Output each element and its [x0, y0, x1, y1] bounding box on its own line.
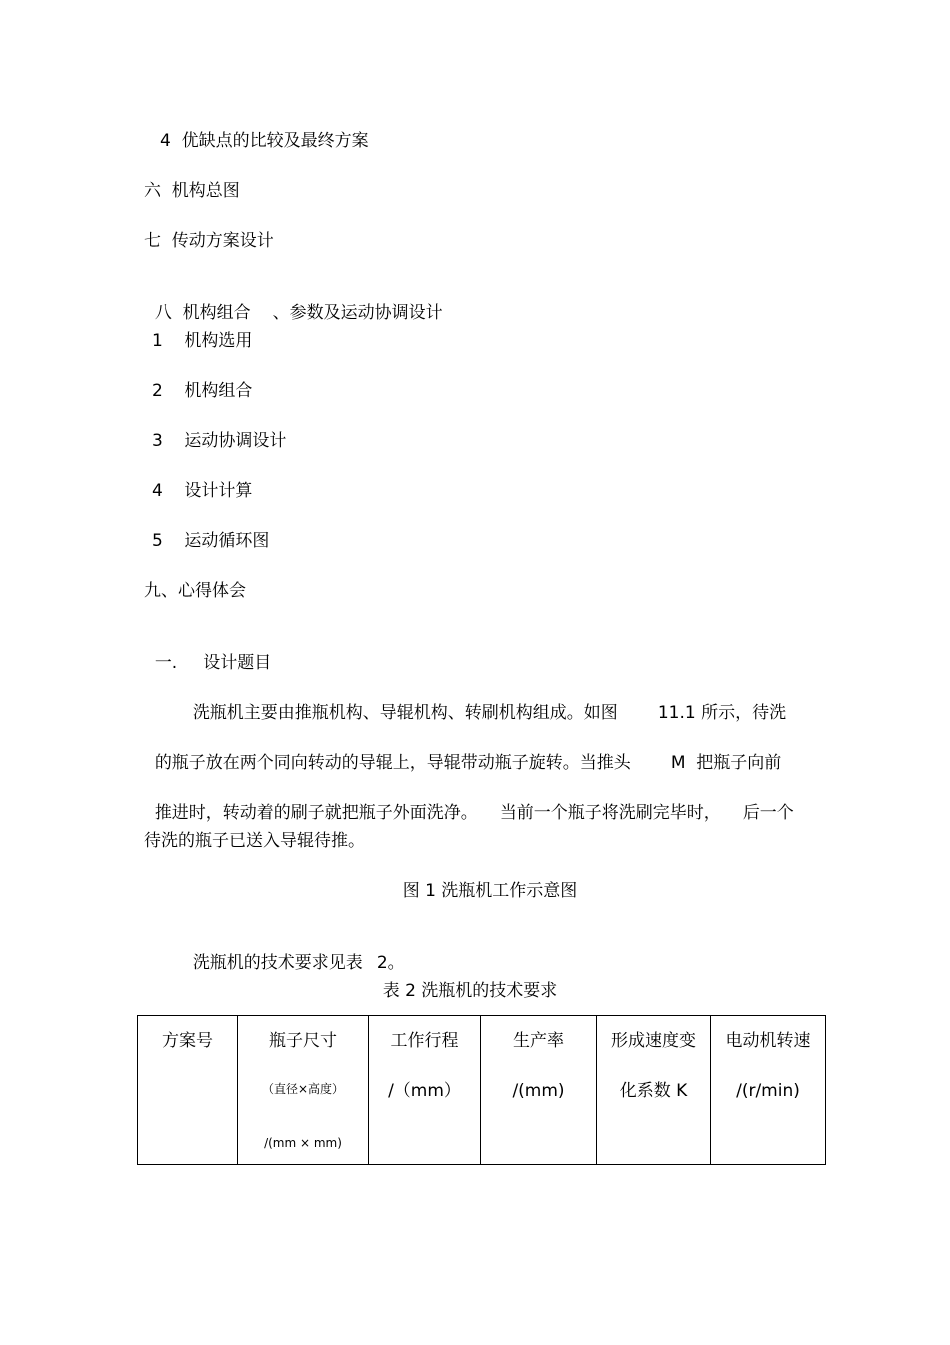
header-bottle-size-line-3: /(mm × mm): [264, 1136, 342, 1150]
toc-section-6: 六 机构总图: [144, 181, 240, 201]
toc-item-4: 4 优缺点的比较及最终方案: [160, 131, 369, 151]
toc-section-7: 七 传动方案设计: [144, 231, 274, 251]
header-motor-speed-line-2: /(r/min): [736, 1081, 800, 1101]
toc-section-8: [144, 280, 443, 324]
toc-sub-4: 4 设计计算: [152, 481, 253, 501]
paragraph-line-4: 待洗的瓶子已送入导辊待推。: [144, 831, 365, 851]
header-bottle-size-line-2: （直径×高度）: [261, 1082, 345, 1096]
table-reference: [182, 930, 405, 974]
table-caption: 表 2 洗瓶机的技术要求: [382, 981, 558, 1001]
table-header-cell-productivity: [481, 1016, 597, 1165]
paragraph-line-2-b: M 把瓶子向前: [670, 753, 782, 773]
table-header-cell-speed-ratio: [597, 1016, 711, 1165]
table-header-cell-stroke: [369, 1016, 481, 1165]
section-1-heading: [144, 630, 271, 674]
section-1-title: 设计题目: [203, 653, 272, 673]
toc-section-8-part-b: 、参数及运动协调设计: [272, 303, 443, 323]
figure-caption: 图 1 洗瓶机工作示意图: [402, 881, 578, 901]
paragraph-line-3-b: 当前一个瓶子将洗刷完毕时，: [499, 803, 721, 823]
header-motor-speed-line-1: 电动机转速: [725, 1031, 811, 1051]
header-stroke-line-1: 工作行程: [390, 1031, 459, 1051]
paragraph-line-3-c: 后一个: [742, 803, 794, 823]
paragraph-line-2: [144, 730, 781, 774]
header-productivity-line-2: /(mm): [512, 1081, 565, 1101]
toc-sub-2: 2 机构组合: [152, 381, 253, 401]
header-stroke-line-2: /（mm）: [388, 1081, 461, 1101]
toc-sub-5: 5 运动循环图: [152, 531, 270, 551]
header-speed-ratio-line-2: 化系数 K: [619, 1081, 688, 1101]
table-reference-b: 2。: [376, 953, 405, 973]
table-header-row: [138, 1016, 826, 1165]
header-scheme-line-1: 方案号: [162, 1031, 213, 1051]
section-1-number: 一.: [154, 653, 178, 673]
toc-sub-3: 3 运动协调设计: [152, 431, 287, 451]
paragraph-line-1-a: 洗瓶机主要由推瓶机构、导辊机构、转刷机构组成。如图: [192, 703, 618, 723]
header-bottle-size-line-1: 瓶子尺寸: [269, 1031, 337, 1051]
table-reference-a: 洗瓶机的技术要求见表: [192, 953, 363, 973]
paragraph-line-3-a: 推进时，转动着的刷子就把瓶子外面洗净。: [154, 803, 478, 823]
paragraph-line-3: [144, 780, 794, 824]
paragraph-line-2-a: 的瓶子放在两个同向转动的导辊上，导辊带动瓶子旋转。当推头: [154, 753, 631, 773]
toc-section-8-part-a: 八 机构组合: [154, 303, 251, 323]
header-productivity-line-1: 生产率: [513, 1031, 564, 1051]
paragraph-line-1-b: 11.1 所示，待洗: [657, 703, 787, 723]
toc-section-9: 九、心得体会: [144, 581, 246, 601]
table-header-cell-motor-speed: [711, 1016, 826, 1165]
paragraph-line-1: [182, 680, 786, 724]
spec-table: [137, 1015, 826, 1165]
table-header-cell-scheme: [138, 1016, 238, 1165]
table-header-cell-bottle-size: [238, 1016, 369, 1165]
header-speed-ratio-line-1: 形成速度变: [611, 1031, 696, 1051]
toc-sub-1: 1 机构选用: [152, 331, 253, 351]
